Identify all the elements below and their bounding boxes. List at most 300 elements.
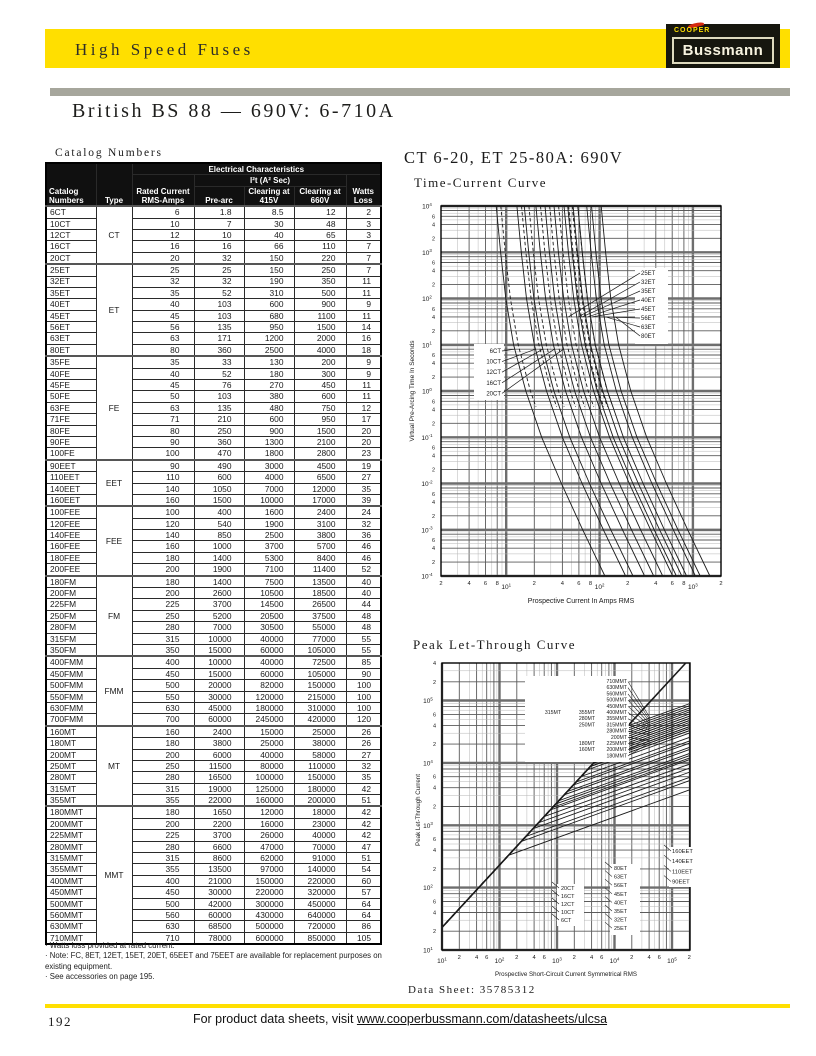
value-cell: 200000 bbox=[294, 795, 346, 807]
value-cell: 160 bbox=[132, 541, 194, 552]
value-cell: 600 bbox=[244, 299, 294, 310]
value-cell: 710 bbox=[132, 932, 194, 944]
svg-text:101: $10^1$ bbox=[437, 956, 447, 965]
value-cell: 103 bbox=[194, 299, 244, 310]
value-cell: 430000 bbox=[244, 909, 294, 920]
svg-text:2: 2 bbox=[687, 955, 691, 961]
catalog-number-cell: 80FE bbox=[46, 425, 96, 436]
svg-text:2: 2 bbox=[431, 282, 435, 289]
catalog-number-cell: 56ET bbox=[46, 322, 96, 333]
value-cell: 15000 bbox=[244, 726, 294, 738]
value-cell: 350 bbox=[294, 276, 346, 287]
value-cell: 100 bbox=[132, 506, 194, 518]
value-cell: 20000 bbox=[194, 680, 244, 691]
value-cell: 3800 bbox=[194, 738, 244, 749]
charts-section-title: CT 6-20, ET 25-80A: 690V bbox=[404, 148, 624, 167]
svg-text:400MMT: 400MMT bbox=[606, 710, 627, 716]
value-cell: 171 bbox=[194, 333, 244, 344]
value-cell: 350 bbox=[132, 645, 194, 657]
value-cell: 77000 bbox=[294, 633, 346, 644]
catalog-number-cell: 16CT bbox=[46, 241, 96, 252]
svg-text:20CT: 20CT bbox=[486, 391, 501, 398]
value-cell: 110 bbox=[132, 472, 194, 483]
value-cell: 86 bbox=[346, 921, 381, 932]
catalog-number-cell: 400FMM bbox=[46, 656, 96, 668]
value-cell: 82000 bbox=[244, 680, 294, 691]
svg-text:105: $10^5$ bbox=[667, 956, 677, 965]
value-cell: 42000 bbox=[194, 898, 244, 909]
svg-text:250MT: 250MT bbox=[578, 722, 595, 729]
svg-text:4: 4 bbox=[589, 955, 594, 961]
value-cell: 24 bbox=[346, 506, 381, 518]
value-cell: 33 bbox=[194, 356, 244, 368]
value-cell: 120000 bbox=[244, 691, 294, 702]
svg-text:102: $10^2$ bbox=[594, 582, 605, 591]
svg-text:2: 2 bbox=[432, 929, 436, 936]
catalog-number-cell: 200MMT bbox=[46, 818, 96, 829]
value-cell: 26 bbox=[346, 738, 381, 749]
value-cell: 220000 bbox=[244, 887, 294, 898]
value-cell: 150000 bbox=[244, 875, 294, 886]
value-cell: 90 bbox=[132, 460, 194, 472]
value-cell: 50 bbox=[132, 391, 194, 402]
value-cell: 12 bbox=[346, 402, 381, 413]
datasheets-url-link[interactable]: www.cooperbussmann.com/datasheets/ulcsa bbox=[356, 1012, 608, 1026]
value-cell: 600000 bbox=[244, 932, 294, 944]
table-row bbox=[46, 206, 381, 218]
svg-text:80ET: 80ET bbox=[614, 866, 628, 872]
svg-text:6: 6 bbox=[432, 712, 436, 719]
value-cell: 62000 bbox=[244, 853, 294, 864]
catalog-number-cell: 280FM bbox=[46, 622, 96, 633]
value-cell: 1.8 bbox=[194, 206, 244, 218]
value-cell: 6600 bbox=[194, 841, 244, 852]
value-cell: 15000 bbox=[194, 668, 244, 679]
value-cell: 20500 bbox=[244, 610, 294, 621]
type-cell: CT bbox=[96, 206, 132, 264]
value-cell: 450000 bbox=[294, 898, 346, 909]
value-cell: 215000 bbox=[294, 691, 346, 702]
value-cell: 105000 bbox=[294, 645, 346, 657]
value-cell: 150000 bbox=[294, 680, 346, 691]
catalog-number-cell: 45FE bbox=[46, 380, 96, 391]
value-cell: 450 bbox=[132, 887, 194, 898]
svg-text:100: $10^0$ bbox=[422, 386, 432, 396]
value-cell: 45000 bbox=[194, 702, 244, 713]
svg-text:4: 4 bbox=[431, 499, 435, 506]
value-cell: 58000 bbox=[294, 749, 346, 760]
value-cell: 750 bbox=[294, 402, 346, 413]
value-cell: 315 bbox=[132, 783, 194, 794]
bussmann-logo-text: Bussmann bbox=[682, 42, 764, 59]
svg-text:8: 8 bbox=[682, 581, 686, 587]
svg-text:56ET: 56ET bbox=[614, 883, 628, 890]
value-cell: 480 bbox=[244, 402, 294, 413]
value-cell: 360 bbox=[194, 344, 244, 356]
value-cell: 450 bbox=[132, 668, 194, 679]
catalog-number-cell: 500FMM bbox=[46, 680, 96, 691]
catalog-number-cell: 500MMT bbox=[46, 898, 96, 909]
value-cell: 6000 bbox=[194, 749, 244, 760]
svg-text:4: 4 bbox=[431, 407, 435, 414]
svg-text:Virtual Pre-Arcing Time In Sec: Virtual Pre-Arcing Time In Seconds bbox=[409, 340, 416, 442]
svg-text:140EET: 140EET bbox=[672, 859, 693, 866]
value-cell: 40 bbox=[244, 229, 294, 240]
value-cell: 900 bbox=[294, 299, 346, 310]
peak-let-through-chart bbox=[398, 650, 798, 982]
svg-text:4: 4 bbox=[431, 361, 435, 368]
page-title: British BS 88 — 690V: 6-710A bbox=[72, 100, 396, 122]
value-cell: 560 bbox=[132, 909, 194, 920]
svg-text:280MT: 280MT bbox=[578, 716, 595, 723]
value-cell: 380 bbox=[244, 391, 294, 402]
value-cell: 9 bbox=[346, 356, 381, 368]
value-cell: 11 bbox=[346, 391, 381, 402]
svg-text:90EET: 90EET bbox=[672, 879, 690, 886]
value-cell: 600 bbox=[194, 472, 244, 483]
value-cell: 950 bbox=[244, 322, 294, 333]
svg-text:6: 6 bbox=[485, 955, 489, 961]
value-cell: 32 bbox=[194, 252, 244, 264]
value-cell: 103 bbox=[194, 391, 244, 402]
value-cell: 51 bbox=[346, 853, 381, 864]
value-cell: 315 bbox=[132, 853, 194, 864]
value-cell: 8400 bbox=[294, 552, 346, 563]
value-cell: 27 bbox=[346, 749, 381, 760]
value-cell: 2100 bbox=[294, 436, 346, 447]
svg-text:104: $10^4$ bbox=[609, 956, 620, 965]
value-cell: 245000 bbox=[244, 714, 294, 726]
value-cell: 100 bbox=[346, 680, 381, 691]
catalog-number-cell: 200FM bbox=[46, 588, 96, 599]
svg-text:Prospective Current In Amps RM: Prospective Current In Amps RMS bbox=[527, 598, 635, 605]
value-cell: 180000 bbox=[294, 783, 346, 794]
svg-text:2: 2 bbox=[432, 742, 436, 749]
value-cell: 71 bbox=[132, 414, 194, 425]
value-cell: 600 bbox=[294, 391, 346, 402]
value-cell: 1400 bbox=[194, 552, 244, 563]
svg-text:2: 2 bbox=[572, 955, 576, 961]
value-cell: 540 bbox=[194, 518, 244, 529]
value-cell: 180 bbox=[132, 552, 194, 563]
catalog-number-cell: 100FEE bbox=[46, 506, 96, 518]
value-cell: 180000 bbox=[244, 702, 294, 713]
value-cell: 90 bbox=[132, 436, 194, 447]
value-cell: 10000 bbox=[194, 656, 244, 668]
svg-text:45ET: 45ET bbox=[614, 891, 628, 898]
value-cell: 225 bbox=[132, 830, 194, 841]
table-row bbox=[46, 460, 381, 472]
value-cell: 850 bbox=[194, 530, 244, 541]
value-cell: 150 bbox=[244, 252, 294, 264]
col-header-rated: Rated Current RMS-Amps bbox=[132, 175, 194, 206]
value-cell: 600 bbox=[244, 414, 294, 425]
value-cell: 140 bbox=[132, 483, 194, 494]
value-cell: 91000 bbox=[294, 853, 346, 864]
value-cell: 25000 bbox=[244, 738, 294, 749]
value-cell: 30 bbox=[244, 218, 294, 229]
value-cell: 100000 bbox=[244, 772, 294, 783]
value-cell: 38000 bbox=[294, 738, 346, 749]
catalog-number-cell: 71FE bbox=[46, 414, 96, 425]
value-cell: 11 bbox=[346, 287, 381, 298]
value-cell: 14500 bbox=[244, 599, 294, 610]
svg-text:4: 4 bbox=[467, 581, 471, 587]
value-cell: 2200 bbox=[194, 818, 244, 829]
value-cell: 110000 bbox=[294, 760, 346, 771]
catalog-number-cell: 250MT bbox=[46, 760, 96, 771]
svg-text:Prospective Short-Circuit Curr: Prospective Short-Circuit Current Symmetrical RMS bbox=[494, 971, 638, 978]
value-cell: 10000 bbox=[244, 494, 294, 506]
catalog-number-cell: 90EET bbox=[46, 460, 96, 472]
value-cell: 3100 bbox=[294, 518, 346, 529]
value-cell: 8600 bbox=[194, 853, 244, 864]
value-cell: 360 bbox=[194, 436, 244, 447]
svg-text:160MT: 160MT bbox=[578, 747, 595, 754]
value-cell: 850000 bbox=[294, 932, 346, 944]
value-cell: 900 bbox=[244, 425, 294, 436]
value-cell: 2000 bbox=[294, 333, 346, 344]
value-cell: 250 bbox=[194, 425, 244, 436]
svg-text:12CT: 12CT bbox=[486, 370, 501, 377]
svg-text:315MT: 315MT bbox=[544, 710, 561, 716]
value-cell: 6500 bbox=[294, 472, 346, 483]
svg-text:6: 6 bbox=[431, 214, 435, 221]
svg-text:2: 2 bbox=[431, 236, 435, 243]
catalog-number-cell: 315MT bbox=[46, 783, 96, 794]
value-cell: 200 bbox=[294, 356, 346, 368]
value-cell: 300000 bbox=[244, 898, 294, 909]
value-cell: 80 bbox=[132, 425, 194, 436]
footer-text-prefix: For product data sheets, visit bbox=[192, 1012, 357, 1026]
value-cell: 57 bbox=[346, 887, 381, 898]
catalog-number-cell: 200MT bbox=[46, 749, 96, 760]
type-cell: FMM bbox=[96, 656, 132, 725]
value-cell: 16000 bbox=[244, 818, 294, 829]
svg-text:2: 2 bbox=[431, 375, 435, 382]
value-cell: 1500 bbox=[194, 494, 244, 506]
catalog-number-cell: 40FE bbox=[46, 368, 96, 379]
svg-text:10CT: 10CT bbox=[561, 910, 575, 916]
value-cell: 135 bbox=[194, 402, 244, 413]
svg-text:2: 2 bbox=[431, 421, 435, 428]
table-row bbox=[46, 726, 381, 738]
value-cell: 16500 bbox=[194, 772, 244, 783]
value-cell: 7 bbox=[346, 252, 381, 264]
value-cell: 7 bbox=[346, 264, 381, 276]
svg-text:450MMT: 450MMT bbox=[606, 703, 627, 710]
value-cell: 500 bbox=[132, 898, 194, 909]
value-cell: 42 bbox=[346, 830, 381, 841]
catalog-number-cell: 200FEE bbox=[46, 564, 96, 576]
catalog-number-cell: 450MMT bbox=[46, 887, 96, 898]
value-cell: 55 bbox=[346, 633, 381, 644]
value-cell: 950 bbox=[294, 414, 346, 425]
value-cell: 1800 bbox=[244, 448, 294, 460]
value-cell: 140 bbox=[132, 530, 194, 541]
catalog-number-cell: 32ET bbox=[46, 276, 96, 287]
value-cell: 5200 bbox=[194, 610, 244, 621]
value-cell: 40 bbox=[346, 576, 381, 588]
value-cell: 105000 bbox=[294, 668, 346, 679]
svg-text:6: 6 bbox=[431, 538, 435, 544]
value-cell: 160000 bbox=[244, 795, 294, 807]
svg-text:630MMT: 630MMT bbox=[606, 685, 627, 692]
catalog-number-cell: 160MT bbox=[46, 726, 96, 738]
svg-text:8: 8 bbox=[588, 581, 593, 587]
value-cell: 60000 bbox=[244, 645, 294, 657]
catalog-number-cell: 180MT bbox=[46, 738, 96, 749]
svg-text:4: 4 bbox=[532, 955, 536, 961]
svg-text:Peak Let-Through Current: Peak Let-Through Current bbox=[415, 774, 422, 846]
value-cell: 32 bbox=[346, 518, 381, 529]
value-cell: 200 bbox=[132, 818, 194, 829]
value-cell: 280 bbox=[132, 841, 194, 852]
value-cell: 65 bbox=[294, 229, 346, 240]
footnote-line: · Note: FC, 8ET, 12ET, 15ET, 20ET, 65EET and 75EET are available for replacement purposes on existing equipment. bbox=[45, 951, 382, 971]
value-cell: 25000 bbox=[294, 726, 346, 738]
svg-text:6: 6 bbox=[432, 774, 436, 781]
table-row bbox=[46, 506, 381, 518]
svg-text:6: 6 bbox=[431, 445, 435, 452]
value-cell: 12 bbox=[294, 206, 346, 218]
value-cell: 470 bbox=[194, 448, 244, 460]
value-cell: 11 bbox=[346, 276, 381, 287]
catalog-number-cell: 180MMT bbox=[46, 806, 96, 818]
svg-text:6: 6 bbox=[657, 955, 661, 961]
catalog-number-cell: 400MMT bbox=[46, 875, 96, 886]
value-cell: 60000 bbox=[194, 714, 244, 726]
value-cell: 56 bbox=[132, 322, 194, 333]
value-cell: 250 bbox=[294, 264, 346, 276]
svg-text:102: $10^2$ bbox=[423, 883, 433, 893]
value-cell: 40 bbox=[132, 299, 194, 310]
value-cell: 320000 bbox=[294, 887, 346, 898]
curve-labels bbox=[474, 268, 668, 400]
value-cell: 18000 bbox=[294, 806, 346, 818]
value-cell: 7 bbox=[346, 241, 381, 252]
value-cell: 30500 bbox=[244, 622, 294, 633]
svg-text:4: 4 bbox=[474, 955, 479, 961]
svg-text:2: 2 bbox=[431, 513, 435, 520]
value-cell: 12000 bbox=[244, 806, 294, 818]
svg-text:12CT: 12CT bbox=[561, 902, 575, 908]
value-cell: 5700 bbox=[294, 541, 346, 552]
type-cell: FM bbox=[96, 576, 132, 657]
catalog-number-cell: 6CT bbox=[46, 206, 96, 218]
svg-text:4: 4 bbox=[560, 581, 565, 587]
value-cell: 120 bbox=[132, 518, 194, 529]
svg-text:56ET: 56ET bbox=[641, 316, 656, 322]
value-cell: 22000 bbox=[194, 795, 244, 807]
svg-text:4: 4 bbox=[431, 453, 435, 460]
table-row bbox=[46, 356, 381, 368]
svg-text:4: 4 bbox=[432, 910, 436, 917]
value-cell: 72500 bbox=[294, 656, 346, 668]
svg-text:101: $10^1$ bbox=[423, 945, 433, 955]
svg-text:280MMT: 280MMT bbox=[606, 728, 627, 735]
svg-text:10-4: $10^{-4}$ bbox=[421, 571, 433, 581]
value-cell: 400 bbox=[194, 506, 244, 518]
value-cell: 1650 bbox=[194, 806, 244, 818]
page-number: 192 bbox=[48, 1014, 72, 1029]
value-cell: 225 bbox=[132, 599, 194, 610]
value-cell: 4000 bbox=[244, 472, 294, 483]
svg-text:2: 2 bbox=[719, 581, 723, 587]
bussmann-logo-box bbox=[672, 37, 774, 64]
value-cell: 6 bbox=[132, 206, 194, 218]
table-row bbox=[46, 806, 381, 818]
value-cell: 63 bbox=[132, 333, 194, 344]
catalog-number-cell: 120FEE bbox=[46, 518, 96, 529]
value-cell: 11400 bbox=[294, 564, 346, 576]
value-cell: 16 bbox=[194, 241, 244, 252]
value-cell: 280 bbox=[132, 772, 194, 783]
value-cell: 42 bbox=[346, 806, 381, 818]
svg-text:16CT: 16CT bbox=[561, 894, 575, 900]
svg-text:4: 4 bbox=[432, 661, 436, 667]
value-cell: 420000 bbox=[294, 714, 346, 726]
curve-labels bbox=[552, 845, 697, 935]
value-cell: 640000 bbox=[294, 909, 346, 920]
catalog-number-cell: 450FMM bbox=[46, 668, 96, 679]
svg-text:2: 2 bbox=[457, 955, 461, 961]
svg-text:63ET: 63ET bbox=[641, 325, 656, 331]
svg-text:560MMT: 560MMT bbox=[606, 691, 627, 698]
value-cell: 11 bbox=[346, 310, 381, 321]
value-cell: 23000 bbox=[294, 818, 346, 829]
catalog-table bbox=[45, 162, 382, 945]
svg-text:6: 6 bbox=[483, 581, 488, 587]
value-cell: 550 bbox=[132, 691, 194, 702]
value-cell: 1900 bbox=[194, 564, 244, 576]
value-cell: 15000 bbox=[194, 645, 244, 657]
value-cell: 100 bbox=[346, 691, 381, 702]
type-cell: EET bbox=[96, 460, 132, 507]
value-cell: 1300 bbox=[244, 436, 294, 447]
svg-text:16CT: 16CT bbox=[486, 380, 501, 387]
svg-text:2: 2 bbox=[432, 866, 436, 873]
svg-text:6: 6 bbox=[432, 837, 436, 844]
value-cell: 30000 bbox=[194, 691, 244, 702]
svg-text:200MT: 200MT bbox=[610, 734, 627, 741]
svg-text:32ET: 32ET bbox=[641, 280, 656, 286]
svg-text:10CT: 10CT bbox=[486, 359, 501, 366]
value-cell: 60000 bbox=[194, 909, 244, 920]
time-current-curve-title: Time-Current Curve bbox=[414, 175, 548, 190]
value-cell: 220 bbox=[294, 252, 346, 264]
value-cell: 39 bbox=[346, 494, 381, 506]
svg-text:2: 2 bbox=[626, 581, 630, 587]
value-cell: 16 bbox=[132, 241, 194, 252]
value-cell: 180 bbox=[132, 576, 194, 588]
value-cell: 310 bbox=[244, 287, 294, 298]
svg-text:4: 4 bbox=[431, 268, 435, 275]
value-cell: 315 bbox=[132, 633, 194, 644]
svg-text:8: 8 bbox=[495, 581, 499, 587]
catalog-number-cell: 710MMT bbox=[46, 932, 96, 944]
value-cell: 64 bbox=[346, 898, 381, 909]
svg-text:20CT: 20CT bbox=[561, 886, 575, 892]
svg-text:355MT: 355MT bbox=[578, 710, 595, 716]
value-cell: 250 bbox=[132, 610, 194, 621]
value-cell: 2500 bbox=[244, 344, 294, 356]
value-cell: 40000 bbox=[244, 633, 294, 644]
value-cell: 180 bbox=[244, 368, 294, 379]
value-cell: 2500 bbox=[244, 530, 294, 541]
catalog-numbers-heading: Catalog Numbers bbox=[55, 147, 163, 159]
catalog-number-cell: 20CT bbox=[46, 252, 96, 264]
